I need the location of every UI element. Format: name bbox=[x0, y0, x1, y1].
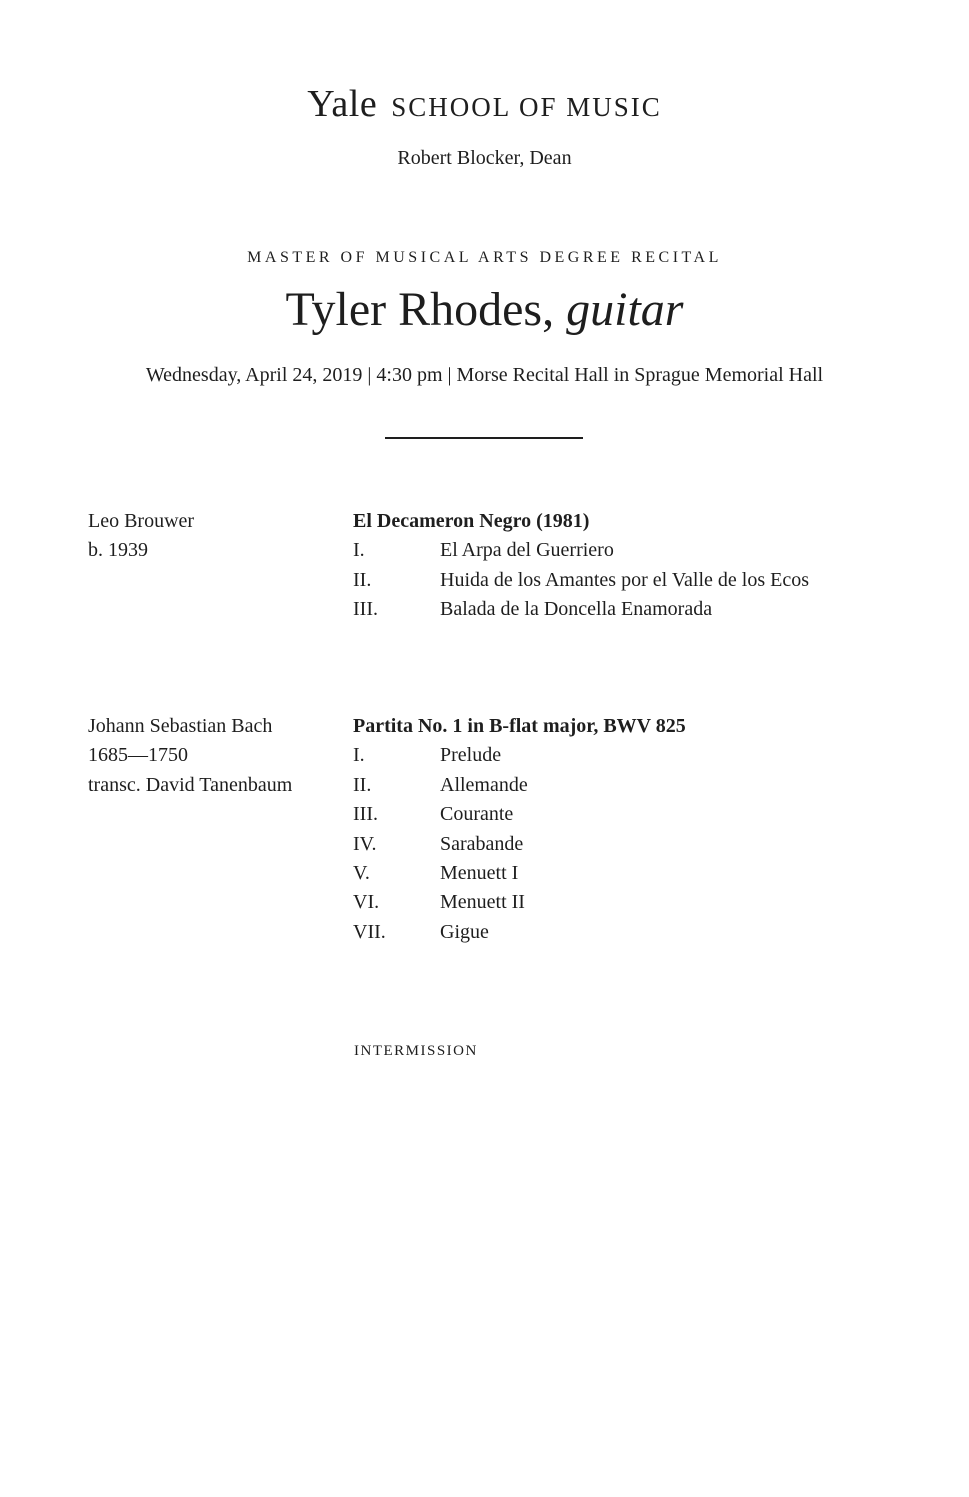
movement-name: Huida de los Amantes por el Valle de los Ecos bbox=[440, 568, 810, 591]
movement bbox=[353, 771, 953, 800]
performer-instrument: guitar bbox=[566, 283, 684, 336]
composer-name: Leo Brouwer bbox=[88, 510, 195, 532]
program-header bbox=[0, 80, 969, 171]
movement-number: VI. bbox=[353, 891, 380, 914]
movement-number: III. bbox=[353, 803, 378, 826]
recital-type: MASTER OF MUSICAL ARTS DEGREE RECITAL bbox=[247, 249, 722, 266]
intermission-label: INTERMISSION bbox=[354, 1043, 478, 1059]
movement-name: Allemande bbox=[440, 773, 528, 796]
yale-school-of-music-logo bbox=[0, 80, 969, 131]
movement-number: III. bbox=[353, 598, 378, 621]
performer-title bbox=[0, 282, 969, 338]
movement-name: Sarabande bbox=[440, 832, 524, 855]
movement bbox=[353, 859, 953, 888]
movement bbox=[353, 741, 953, 770]
work-title: Partita No. 1 in B-flat major, BWV 825 bbox=[353, 715, 686, 737]
logo-yale: Yale bbox=[307, 83, 378, 125]
movement-name: Menuett I bbox=[440, 861, 519, 884]
movement-name: Courante bbox=[440, 803, 514, 826]
dean-line: Robert Blocker, Dean bbox=[397, 147, 572, 169]
movement bbox=[353, 918, 953, 947]
movement-number: I. bbox=[353, 539, 365, 562]
movement-number: I. bbox=[353, 744, 365, 767]
movement-name: Prelude bbox=[440, 744, 502, 767]
performer-name: Tyler Rhodes, bbox=[285, 283, 555, 336]
movement bbox=[353, 595, 953, 624]
movement-name: El Arpa del Guerriero bbox=[440, 539, 614, 562]
movement bbox=[353, 536, 953, 565]
movement-number: IV. bbox=[353, 832, 377, 855]
composer-dates: 1685—1750 bbox=[88, 744, 188, 767]
movement-number: II. bbox=[353, 773, 372, 796]
event-info: Wednesday, April 24, 2019 | 4:30 pm | Morse Recital Hall in Sprague Memorial Hall bbox=[145, 364, 824, 386]
logo-school-of-music: SCHOOL OF MUSIC bbox=[391, 92, 662, 122]
movement-number: II. bbox=[353, 568, 372, 591]
movement-number: VII. bbox=[353, 920, 386, 943]
movement-name: Menuett II bbox=[440, 891, 525, 914]
work-info bbox=[353, 712, 953, 947]
movement bbox=[353, 888, 953, 917]
transcriber: transc. David Tanenbaum bbox=[88, 773, 293, 796]
composer-info bbox=[88, 507, 348, 566]
movement bbox=[353, 800, 953, 829]
movement bbox=[353, 566, 953, 595]
work-info bbox=[353, 507, 953, 625]
movement-name: Gigue bbox=[440, 920, 489, 943]
composer-name: Johann Sebastian Bach bbox=[88, 715, 273, 737]
composer-info bbox=[88, 712, 348, 800]
divider-rule bbox=[385, 437, 583, 439]
movement bbox=[353, 830, 953, 859]
composer-dates: b. 1939 bbox=[88, 539, 148, 562]
work-title: El Decameron Negro (1981) bbox=[353, 510, 590, 532]
movement-number: V. bbox=[353, 861, 370, 884]
movement-name: Balada de la Doncella Enamorada bbox=[440, 598, 713, 621]
